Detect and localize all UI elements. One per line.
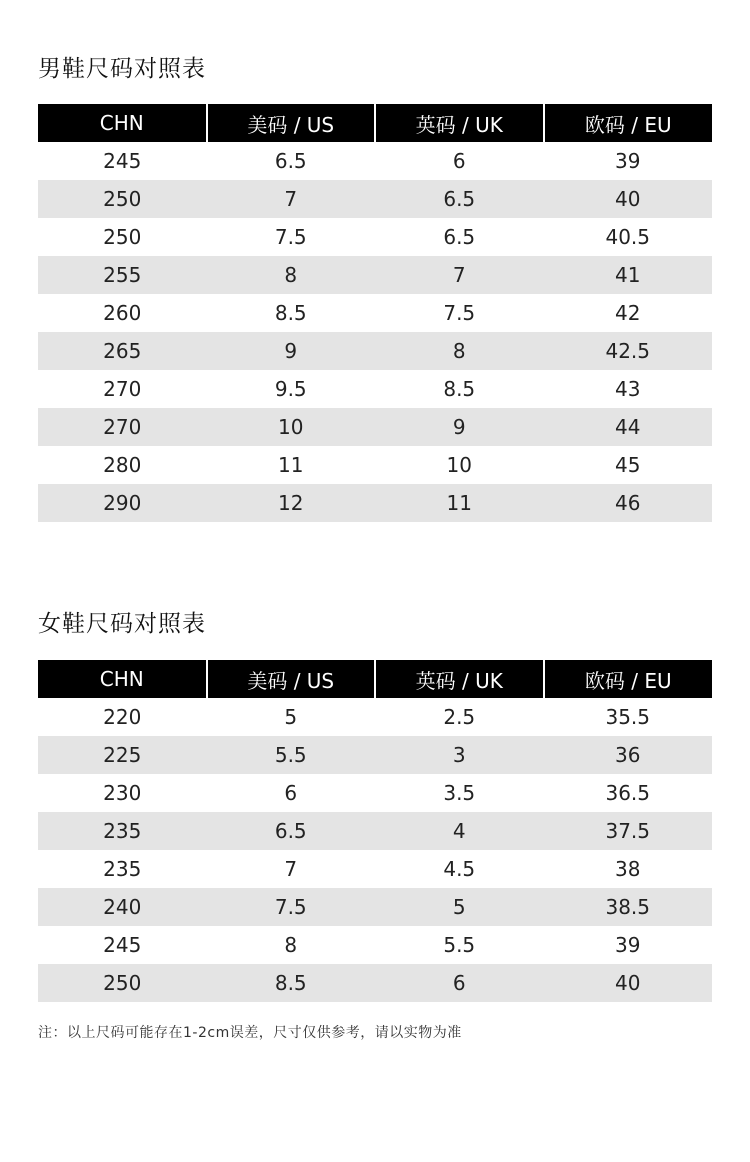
cell-chn: 250 [38, 964, 207, 1002]
cell-eu: 45 [544, 446, 713, 484]
column-header-chn: CHN [38, 660, 207, 698]
cell-eu: 46 [544, 484, 713, 522]
cell-uk: 5.5 [375, 926, 544, 964]
cell-eu: 40 [544, 964, 713, 1002]
table-row [38, 370, 712, 408]
cell-us: 11 [207, 446, 376, 484]
cell-eu: 44 [544, 408, 713, 446]
cell-eu: 42.5 [544, 332, 713, 370]
cell-eu: 35.5 [544, 698, 713, 736]
cell-eu: 41 [544, 256, 713, 294]
cell-us: 6.5 [207, 142, 376, 180]
table-row [38, 484, 712, 522]
women-size-chart-title: 女鞋尺码对照表 [38, 611, 206, 637]
cell-chn: 220 [38, 698, 207, 736]
cell-us: 8.5 [207, 964, 376, 1002]
column-header-eu: 欧码 / EU [544, 660, 713, 698]
cell-us: 8 [207, 256, 376, 294]
column-header-us: 美码 / US [207, 104, 376, 142]
cell-chn: 270 [38, 408, 207, 446]
table-row [38, 180, 712, 218]
men-size-chart-title: 男鞋尺码对照表 [38, 56, 206, 82]
cell-us: 5 [207, 698, 376, 736]
cell-us: 10 [207, 408, 376, 446]
cell-eu: 40.5 [544, 218, 713, 256]
cell-eu: 42 [544, 294, 713, 332]
cell-uk: 5 [375, 888, 544, 926]
cell-chn: 245 [38, 926, 207, 964]
table-row [38, 964, 712, 1002]
disclaimer-note: 注：以上尺码可能存在1-2cm误差，尺寸仅供参考，请以实物为准 [38, 1025, 462, 1041]
cell-us: 6 [207, 774, 376, 812]
cell-eu: 38 [544, 850, 713, 888]
cell-uk: 8.5 [375, 370, 544, 408]
cell-eu: 36 [544, 736, 713, 774]
women-table-body [38, 698, 712, 1002]
men-size-table [38, 104, 712, 522]
table-row [38, 926, 712, 964]
cell-chn: 280 [38, 446, 207, 484]
cell-uk: 9 [375, 408, 544, 446]
cell-eu: 38.5 [544, 888, 713, 926]
women-size-table [38, 660, 712, 1002]
cell-us: 8 [207, 926, 376, 964]
table-row [38, 218, 712, 256]
table-row [38, 294, 712, 332]
cell-uk: 10 [375, 446, 544, 484]
cell-us: 7.5 [207, 218, 376, 256]
table-row [38, 888, 712, 926]
cell-chn: 245 [38, 142, 207, 180]
cell-chn: 270 [38, 370, 207, 408]
cell-chn: 250 [38, 218, 207, 256]
cell-us: 12 [207, 484, 376, 522]
cell-chn: 290 [38, 484, 207, 522]
table-row [38, 812, 712, 850]
cell-uk: 2.5 [375, 698, 544, 736]
cell-us: 8.5 [207, 294, 376, 332]
table-row [38, 142, 712, 180]
column-header-uk: 英码 / UK [375, 660, 544, 698]
cell-eu: 40 [544, 180, 713, 218]
cell-eu: 43 [544, 370, 713, 408]
column-header-uk: 英码 / UK [375, 104, 544, 142]
table-row [38, 332, 712, 370]
cell-us: 6.5 [207, 812, 376, 850]
cell-chn: 265 [38, 332, 207, 370]
cell-uk: 3.5 [375, 774, 544, 812]
cell-us: 7 [207, 180, 376, 218]
cell-us: 9.5 [207, 370, 376, 408]
table-row [38, 408, 712, 446]
table-row [38, 736, 712, 774]
cell-us: 5.5 [207, 736, 376, 774]
men-table-body [38, 142, 712, 522]
cell-chn: 235 [38, 812, 207, 850]
cell-uk: 4.5 [375, 850, 544, 888]
cell-uk: 3 [375, 736, 544, 774]
cell-chn: 255 [38, 256, 207, 294]
cell-uk: 6.5 [375, 218, 544, 256]
cell-chn: 250 [38, 180, 207, 218]
cell-uk: 6 [375, 964, 544, 1002]
cell-uk: 6 [375, 142, 544, 180]
cell-uk: 7.5 [375, 294, 544, 332]
cell-chn: 235 [38, 850, 207, 888]
column-header-eu: 欧码 / EU [544, 104, 713, 142]
cell-uk: 6.5 [375, 180, 544, 218]
cell-uk: 11 [375, 484, 544, 522]
table-header-row [38, 660, 712, 698]
table-row [38, 774, 712, 812]
cell-eu: 39 [544, 142, 713, 180]
table-row [38, 446, 712, 484]
cell-us: 7.5 [207, 888, 376, 926]
column-header-chn: CHN [38, 104, 207, 142]
cell-uk: 7 [375, 256, 544, 294]
cell-eu: 39 [544, 926, 713, 964]
cell-chn: 230 [38, 774, 207, 812]
cell-uk: 4 [375, 812, 544, 850]
cell-chn: 240 [38, 888, 207, 926]
cell-uk: 8 [375, 332, 544, 370]
column-header-us: 美码 / US [207, 660, 376, 698]
cell-eu: 36.5 [544, 774, 713, 812]
table-header-row [38, 104, 712, 142]
cell-chn: 260 [38, 294, 207, 332]
cell-eu: 37.5 [544, 812, 713, 850]
table-row [38, 256, 712, 294]
table-row [38, 698, 712, 736]
cell-us: 7 [207, 850, 376, 888]
cell-us: 9 [207, 332, 376, 370]
cell-chn: 225 [38, 736, 207, 774]
table-row [38, 850, 712, 888]
